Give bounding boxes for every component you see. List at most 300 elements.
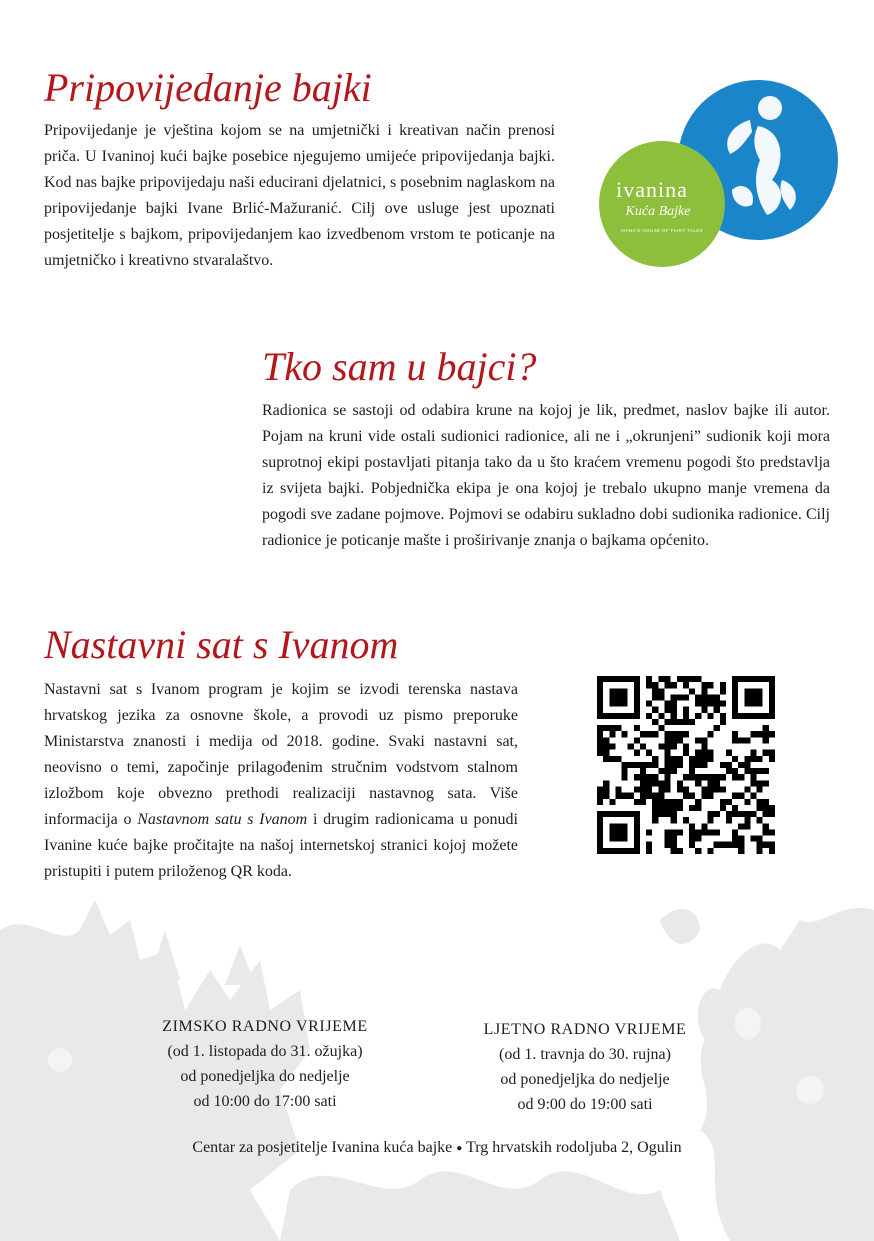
qr-module — [701, 774, 707, 780]
qr-module — [671, 836, 677, 842]
qr-module — [714, 707, 720, 713]
qr-module — [720, 719, 726, 725]
qr-module — [707, 793, 713, 799]
qr-module — [744, 811, 750, 817]
qr-module — [701, 793, 707, 799]
qr-module — [744, 688, 750, 694]
qr-module — [609, 701, 615, 707]
qr-module — [609, 756, 615, 762]
qr-module — [603, 676, 609, 682]
qr-module — [615, 701, 621, 707]
qr-module — [763, 676, 769, 682]
qr-module — [738, 848, 744, 854]
qr-module — [750, 713, 756, 719]
qr-module — [769, 713, 775, 719]
qr-module — [707, 731, 713, 737]
qr-module — [757, 688, 763, 694]
qr-module — [714, 774, 720, 780]
qr-module — [769, 811, 775, 817]
qr-module — [750, 836, 756, 842]
qr-module — [622, 829, 628, 835]
qr-module — [763, 823, 769, 829]
qr-module — [658, 780, 664, 786]
qr-module — [615, 713, 621, 719]
qr-module — [744, 701, 750, 707]
qr-module — [720, 762, 726, 768]
qr-module — [597, 701, 603, 707]
qr-module — [634, 836, 640, 842]
qr-module — [683, 750, 689, 756]
qr-module — [634, 713, 640, 719]
qr-module — [744, 817, 750, 823]
qr-module — [652, 780, 658, 786]
qr-module — [732, 707, 738, 713]
qr-module — [652, 756, 658, 762]
qr-module — [665, 842, 671, 848]
qr-module — [683, 676, 689, 682]
qr-module — [707, 780, 713, 786]
qr-module — [622, 848, 628, 854]
qr-module — [769, 848, 775, 854]
qr-module — [701, 701, 707, 707]
qr-module — [757, 768, 763, 774]
qr-module — [646, 829, 652, 835]
qr-module — [750, 701, 756, 707]
qr-module — [658, 793, 664, 799]
qr-module — [683, 731, 689, 737]
qr-module — [689, 805, 695, 811]
qr-module — [646, 682, 652, 688]
qr-module — [683, 744, 689, 750]
qr-module — [707, 682, 713, 688]
qr-module — [652, 805, 658, 811]
qr-module — [695, 750, 701, 756]
qr-module — [658, 805, 664, 811]
qr-module — [597, 713, 603, 719]
qr-module — [609, 676, 615, 682]
qr-module — [757, 756, 763, 762]
qr-module — [738, 713, 744, 719]
qr-module — [665, 811, 671, 817]
qr-module — [769, 731, 775, 737]
qr-module — [646, 774, 652, 780]
qr-module — [609, 823, 615, 829]
qr-module — [665, 786, 671, 792]
qr-module — [652, 799, 658, 805]
qr-module — [597, 829, 603, 835]
qr-module — [757, 799, 763, 805]
qr-module — [732, 737, 738, 743]
qr-module — [609, 799, 615, 805]
qr-module — [769, 676, 775, 682]
qr-module — [646, 701, 652, 707]
section-body-who-am-i: Radionica se sastoji od odabira krune na kojoj je lik, predmet, naslov bajke ili autor. Pojam na kruni vide ostali sudionici radionice, ali ne i „okrunjeni” sudionik koji mora suprotnoj ekipi postavljati pitanja tako da u što kraćem vremenu pogodi što predstavlja iz svijeta bajki. Pobjednička ekipa je ona kojoj je trebalo ukupno manje vremena da pogodi sve zadane pojmove. Pojmovi se odabiru sukladno dobi sudionika radionice. Cilj radionice je poticanje mašte i proširivanje znanja o bajkama općenito. — [262, 402, 830, 549]
qr-module — [628, 762, 634, 768]
qr-module — [671, 713, 677, 719]
qr-module — [757, 817, 763, 823]
qr-module — [622, 823, 628, 829]
qr-module — [757, 676, 763, 682]
qr-module — [701, 786, 707, 792]
qr-module — [603, 848, 609, 854]
qr-module — [744, 713, 750, 719]
footer-venue-name: Centar za posjetitelje Ivanina kuća bajke — [192, 1139, 453, 1156]
qr-module — [695, 737, 701, 743]
qr-module — [640, 774, 646, 780]
qr-module — [769, 682, 775, 688]
qr-module — [763, 799, 769, 805]
qr-module — [744, 737, 750, 743]
qr-module — [707, 756, 713, 762]
qr-module — [658, 744, 664, 750]
qr-module — [732, 774, 738, 780]
qr-module — [763, 842, 769, 848]
qr-module — [726, 750, 732, 756]
qr-module — [615, 836, 621, 842]
qr-module — [671, 719, 677, 725]
qr-module — [689, 774, 695, 780]
qr-module — [689, 719, 695, 725]
qr-module — [738, 762, 744, 768]
qr-module — [732, 768, 738, 774]
qr-module — [665, 744, 671, 750]
qr-module — [658, 786, 664, 792]
qr-module — [665, 836, 671, 842]
qr-module — [671, 817, 677, 823]
qr-module — [720, 713, 726, 719]
qr-module — [665, 780, 671, 786]
qr-module — [652, 762, 658, 768]
qr-module — [714, 694, 720, 700]
qr-module — [652, 688, 658, 694]
qr-module — [695, 780, 701, 786]
qr-module — [622, 774, 628, 780]
qr-module — [652, 719, 658, 725]
qr-module — [622, 676, 628, 682]
qr-module — [622, 811, 628, 817]
qr-module — [634, 725, 640, 731]
qr-module — [738, 836, 744, 842]
qr-module — [634, 799, 640, 805]
qr-module — [652, 817, 658, 823]
qr-module — [720, 842, 726, 848]
qr-module — [763, 750, 769, 756]
qr-module — [695, 713, 701, 719]
qr-module — [732, 688, 738, 694]
qr-module — [695, 762, 701, 768]
summer-hours-heading: LJETNO RADNO VRIJEME — [483, 1021, 687, 1038]
qr-module — [622, 694, 628, 700]
summer-hours-period: (od 1. travnja do 30. rujna) — [499, 1046, 671, 1063]
qr-module — [689, 768, 695, 774]
section-title-storytelling: Pripovijedanje bajki — [44, 65, 372, 110]
qr-module — [683, 793, 689, 799]
winter-hours-period: (od 1. listopada do 31. ožujka) — [167, 1043, 363, 1060]
qr-module — [763, 829, 769, 835]
qr-module — [750, 774, 756, 780]
qr-module — [603, 811, 609, 817]
qr-module — [609, 731, 615, 737]
qr-module — [707, 694, 713, 700]
qr-code[interactable] — [597, 676, 775, 854]
qr-module — [695, 694, 701, 700]
qr-module — [628, 811, 634, 817]
qr-module — [671, 762, 677, 768]
qr-module — [597, 744, 603, 750]
qr-module — [707, 811, 713, 817]
qr-module — [720, 774, 726, 780]
lesson-body-end: i drugim radionicama u ponudi Ivanine kuće bajke pročitajte na našoj internetskoj stranici kojoj možete pristupiti i putem priloženog QR koda. — [44, 811, 519, 880]
qr-module — [757, 780, 763, 786]
qr-module — [732, 676, 738, 682]
qr-module — [665, 762, 671, 768]
qr-module — [615, 725, 621, 731]
qr-module — [683, 774, 689, 780]
qr-module — [763, 768, 769, 774]
qr-module — [597, 793, 603, 799]
qr-module — [634, 707, 640, 713]
qr-module — [757, 731, 763, 737]
winter-hours — [115, 1014, 415, 1114]
summer-hours-time: od 9:00 do 19:00 sati — [517, 1096, 653, 1113]
qr-module — [769, 694, 775, 700]
qr-module — [720, 786, 726, 792]
qr-module — [701, 744, 707, 750]
winter-hours-time: od 10:00 do 17:00 sati — [193, 1093, 337, 1110]
qr-module — [732, 694, 738, 700]
qr-module — [665, 829, 671, 835]
qr-module — [597, 836, 603, 842]
summer-hours-days: od ponedjeljka do nedjelje — [500, 1071, 670, 1088]
qr-module — [658, 694, 664, 700]
qr-module — [720, 688, 726, 694]
qr-module — [726, 799, 732, 805]
qr-module — [634, 817, 640, 823]
qr-module — [634, 750, 640, 756]
qr-module — [714, 842, 720, 848]
qr-module — [720, 682, 726, 688]
qr-module — [720, 701, 726, 707]
qr-module — [609, 725, 615, 731]
qr-module — [646, 676, 652, 682]
qr-module — [609, 848, 615, 854]
qr-module — [609, 694, 615, 700]
qr-module — [609, 811, 615, 817]
ivanina-kuca-bajke-logo — [582, 80, 838, 270]
qr-module — [744, 768, 750, 774]
qr-module — [695, 805, 701, 811]
qr-module — [714, 725, 720, 731]
qr-module — [665, 707, 671, 713]
qr-module — [769, 842, 775, 848]
qr-module — [665, 737, 671, 743]
qr-module — [714, 780, 720, 786]
qr-module — [671, 799, 677, 805]
qr-module — [671, 707, 677, 713]
qr-module — [707, 829, 713, 835]
qr-module — [646, 780, 652, 786]
qr-module — [646, 793, 652, 799]
qr-module — [671, 701, 677, 707]
qr-module — [714, 829, 720, 835]
qr-module — [597, 707, 603, 713]
qr-module — [677, 799, 683, 805]
qr-module — [615, 676, 621, 682]
qr-module — [671, 731, 677, 737]
qr-module — [597, 676, 603, 682]
winter-hours-days: od ponedjeljka do nedjelje — [180, 1068, 350, 1085]
qr-module — [720, 805, 726, 811]
qr-module — [769, 707, 775, 713]
qr-module — [615, 848, 621, 854]
qr-module — [683, 817, 689, 823]
qr-module — [677, 756, 683, 762]
qr-module — [615, 793, 621, 799]
qr-module — [763, 713, 769, 719]
qr-module — [689, 836, 695, 842]
section-body-storytelling: Pripovijedanje je vještina kojom se na umjetnički i kreativan način prenosi priča. U Ivaninoj kući bajke posebice njegujemo umijeće pripovijedanja bajki. Kod nas bajke pripovijedaju naši educirani djelatnici, s posebnim naglaskom na pripovijedanje bajki Ivane Brlić-Mažuranić. Cilj ove usluge jest upoznati posjetitelje s bajkom, pripovijedanjem kao izvedbenom vrstom te poticanje na umjetničko i kreativno stvaralaštvo. — [44, 122, 555, 269]
qr-module — [714, 786, 720, 792]
qr-module — [757, 848, 763, 854]
qr-module — [658, 799, 664, 805]
qr-module — [763, 731, 769, 737]
qr-module — [695, 676, 701, 682]
qr-module — [603, 750, 609, 756]
qr-module — [738, 811, 744, 817]
qr-module — [671, 682, 677, 688]
qr-module — [695, 701, 701, 707]
qr-module — [652, 793, 658, 799]
qr-module — [671, 694, 677, 700]
qr-module — [634, 682, 640, 688]
qr-module — [628, 848, 634, 854]
winter-hours-heading: ZIMSKO RADNO VRIJEME — [162, 1018, 368, 1035]
footer-street-address: Trg hrvatskih rodoljuba 2, Ogulin — [466, 1139, 682, 1156]
summer-hours — [435, 1017, 735, 1117]
qr-module — [603, 737, 609, 743]
qr-module — [597, 842, 603, 848]
qr-module — [738, 793, 744, 799]
qr-module — [634, 701, 640, 707]
qr-module — [597, 823, 603, 829]
qr-module — [744, 676, 750, 682]
qr-module — [603, 756, 609, 762]
qr-module — [769, 701, 775, 707]
qr-module — [738, 842, 744, 848]
qr-module — [757, 701, 763, 707]
qr-module — [732, 793, 738, 799]
qr-module — [665, 750, 671, 756]
qr-module — [646, 786, 652, 792]
qr-module — [634, 688, 640, 694]
qr-module — [597, 694, 603, 700]
qr-module — [732, 805, 738, 811]
qr-module — [683, 682, 689, 688]
qr-module — [732, 811, 738, 817]
qr-module — [597, 799, 603, 805]
section-title-who-am-i: Tko sam u bajci? — [262, 344, 537, 389]
qr-module — [665, 805, 671, 811]
qr-module — [597, 688, 603, 694]
qr-module — [646, 713, 652, 719]
qr-module — [597, 725, 603, 731]
qr-module — [646, 750, 652, 756]
qr-module — [628, 793, 634, 799]
section-body-lesson — [44, 677, 518, 885]
qr-module — [665, 701, 671, 707]
qr-module — [665, 756, 671, 762]
qr-module — [652, 774, 658, 780]
qr-module — [677, 731, 683, 737]
qr-module — [732, 701, 738, 707]
qr-module — [757, 842, 763, 848]
qr-module — [640, 786, 646, 792]
qr-module — [671, 829, 677, 835]
qr-module — [615, 694, 621, 700]
qr-module — [677, 829, 683, 835]
qr-module — [750, 676, 756, 682]
qr-module — [634, 811, 640, 817]
qr-module — [603, 786, 609, 792]
qr-module — [701, 694, 707, 700]
qr-module — [707, 817, 713, 823]
qr-module — [763, 811, 769, 817]
qr-module — [726, 768, 732, 774]
qr-module — [615, 688, 621, 694]
qr-module — [652, 811, 658, 817]
qr-module — [732, 829, 738, 835]
qr-module — [726, 762, 732, 768]
qr-module — [665, 676, 671, 682]
qr-module — [750, 811, 756, 817]
qr-module — [738, 774, 744, 780]
qr-module — [622, 713, 628, 719]
qr-module — [622, 688, 628, 694]
qr-module — [757, 805, 763, 811]
lesson-body-emphasis: Nastavnom satu s Ivanom — [137, 811, 308, 828]
qr-module — [634, 737, 640, 743]
qr-module — [701, 682, 707, 688]
qr-module — [658, 768, 664, 774]
lesson-body-start: Nastavni sat s Ivanom program je kojim se izvodi terenska nastava hrvatskog jezika za osnovne škole, a provodi uz pismo preporuke Ministarstva znanosti i medija od 2018. godine. Svaki nastavni sat, neovisno o temi, započinje prilagođenim stručnim vodstvom stalnom izložbom koje obvezno prethodi realizaciji nastavnog sata. Više informacija o — [44, 681, 518, 828]
qr-module — [677, 762, 683, 768]
qr-module — [683, 694, 689, 700]
qr-module — [689, 842, 695, 848]
qr-module — [750, 731, 756, 737]
qr-module — [738, 676, 744, 682]
qr-module — [689, 756, 695, 762]
qr-module — [701, 823, 707, 829]
qr-module — [609, 836, 615, 842]
qr-module — [615, 756, 621, 762]
qr-module — [763, 805, 769, 811]
qr-module — [665, 768, 671, 774]
qr-module — [665, 731, 671, 737]
qr-module — [744, 799, 750, 805]
qr-module — [750, 756, 756, 762]
qr-module — [640, 768, 646, 774]
qr-module — [671, 737, 677, 743]
qr-module — [744, 823, 750, 829]
qr-module — [683, 786, 689, 792]
qr-module — [671, 848, 677, 854]
qr-module — [671, 811, 677, 817]
qr-module — [615, 823, 621, 829]
qr-module — [597, 737, 603, 743]
qr-module — [597, 750, 603, 756]
qr-module — [701, 688, 707, 694]
qr-module — [652, 707, 658, 713]
